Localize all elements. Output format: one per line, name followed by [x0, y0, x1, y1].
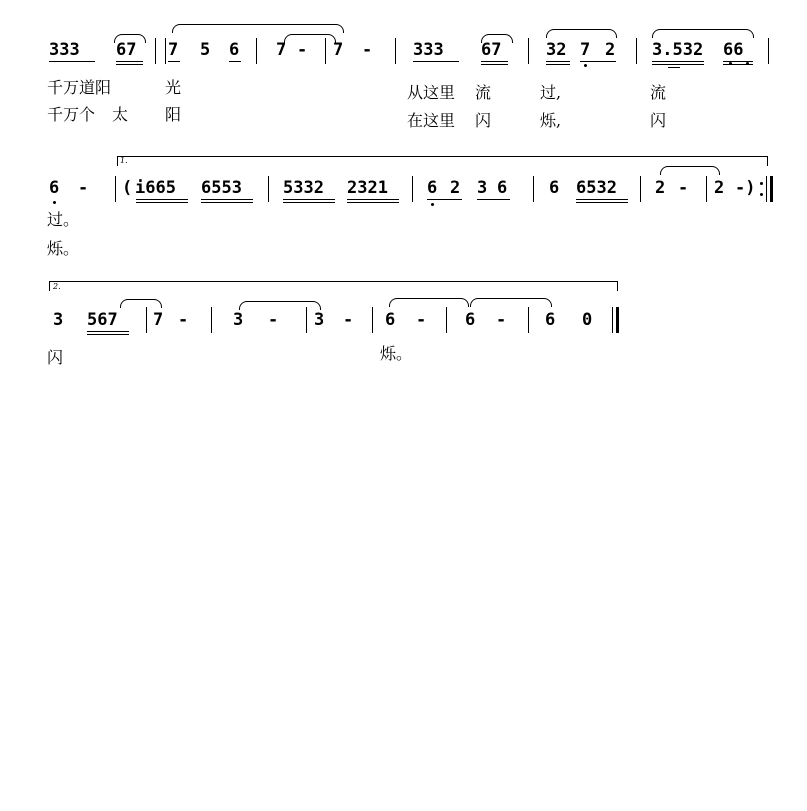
lyric: 烁。: [47, 239, 80, 258]
dash: -: [362, 40, 373, 60]
lyric: 从这里: [407, 83, 456, 102]
rest: 0: [582, 310, 593, 330]
note-group: 333: [413, 40, 444, 60]
note: 7: [153, 310, 164, 330]
barline: [211, 307, 212, 333]
lyric: 过。: [47, 210, 80, 229]
note: 2: [714, 178, 725, 198]
lyric: 闪: [475, 111, 492, 130]
barline: [372, 307, 373, 333]
paren: (: [122, 178, 133, 198]
barline: [256, 38, 257, 64]
note: 5: [200, 40, 211, 60]
final-barline-thin: [612, 307, 613, 333]
note: 2: [450, 178, 461, 198]
note: 3: [233, 310, 244, 330]
lyric: 过,: [540, 83, 562, 102]
lyric: 太: [112, 105, 129, 124]
note: 6: [497, 178, 508, 198]
note: 6: [49, 178, 60, 198]
barline: [706, 176, 707, 202]
note: 3: [53, 310, 64, 330]
note: 3: [477, 178, 488, 198]
barline: [268, 176, 269, 202]
lyric: 流: [475, 83, 492, 102]
barline: [640, 176, 641, 202]
barline: [533, 176, 534, 202]
lyric: 在这里: [407, 111, 456, 130]
note: 6: [465, 310, 476, 330]
note: 6: [549, 178, 560, 198]
lyric: 阳: [165, 105, 182, 124]
note-group: i665: [135, 178, 176, 198]
dash: -: [343, 310, 354, 330]
barline: [412, 176, 413, 202]
lyric: 闪: [47, 348, 64, 367]
note: 6: [545, 310, 556, 330]
note: 7: [580, 40, 591, 60]
note: 6: [385, 310, 396, 330]
volta-label: 2.: [53, 282, 61, 291]
note: 7: [333, 40, 344, 60]
note: 2: [655, 178, 666, 198]
note: 3: [314, 310, 325, 330]
volta-label: 1.: [120, 156, 128, 165]
lyric: 闪: [650, 111, 667, 130]
lyric: 烁。: [380, 344, 413, 363]
lyric: 千万道阳: [47, 78, 112, 97]
note-group: 67: [116, 40, 137, 60]
barline: [446, 307, 447, 333]
dash: -): [735, 178, 756, 198]
note-group: 32: [546, 40, 567, 60]
repeat-barline: [766, 176, 767, 202]
note: 2: [605, 40, 616, 60]
dash: -: [178, 310, 189, 330]
barline: [146, 307, 147, 333]
dash: -: [496, 310, 507, 330]
note-group: 6532: [576, 178, 617, 198]
barline: [306, 307, 307, 333]
note-group: 333: [49, 40, 80, 60]
barline: [395, 38, 396, 64]
note-group: 3.532: [652, 40, 704, 60]
note: 6: [229, 40, 240, 60]
lyric: 流: [650, 83, 667, 102]
final-barline-thick: [616, 307, 619, 333]
dash: -: [268, 310, 279, 330]
lyric: 光: [165, 78, 182, 97]
note: 7: [276, 40, 287, 60]
barline: [768, 38, 769, 64]
barline: [155, 38, 156, 64]
barline: [528, 38, 529, 64]
note-group: 66: [723, 40, 744, 60]
repeat-barline-thick: [770, 176, 773, 202]
note-group: 5332: [283, 178, 324, 198]
barline: [636, 38, 637, 64]
dash: -: [78, 178, 89, 198]
dash: -: [297, 40, 308, 60]
note-group: 67: [481, 40, 502, 60]
note-group: 6553: [201, 178, 242, 198]
dash: -: [678, 178, 689, 198]
note-group: 567: [87, 310, 118, 330]
lyric: 千万个: [47, 105, 96, 124]
lyric: 烁,: [540, 111, 562, 130]
note: 7: [168, 40, 179, 60]
barline: [115, 176, 116, 202]
note: 6: [427, 178, 438, 198]
barline: [528, 307, 529, 333]
note-group: 2321: [347, 178, 388, 198]
dash: -: [416, 310, 427, 330]
